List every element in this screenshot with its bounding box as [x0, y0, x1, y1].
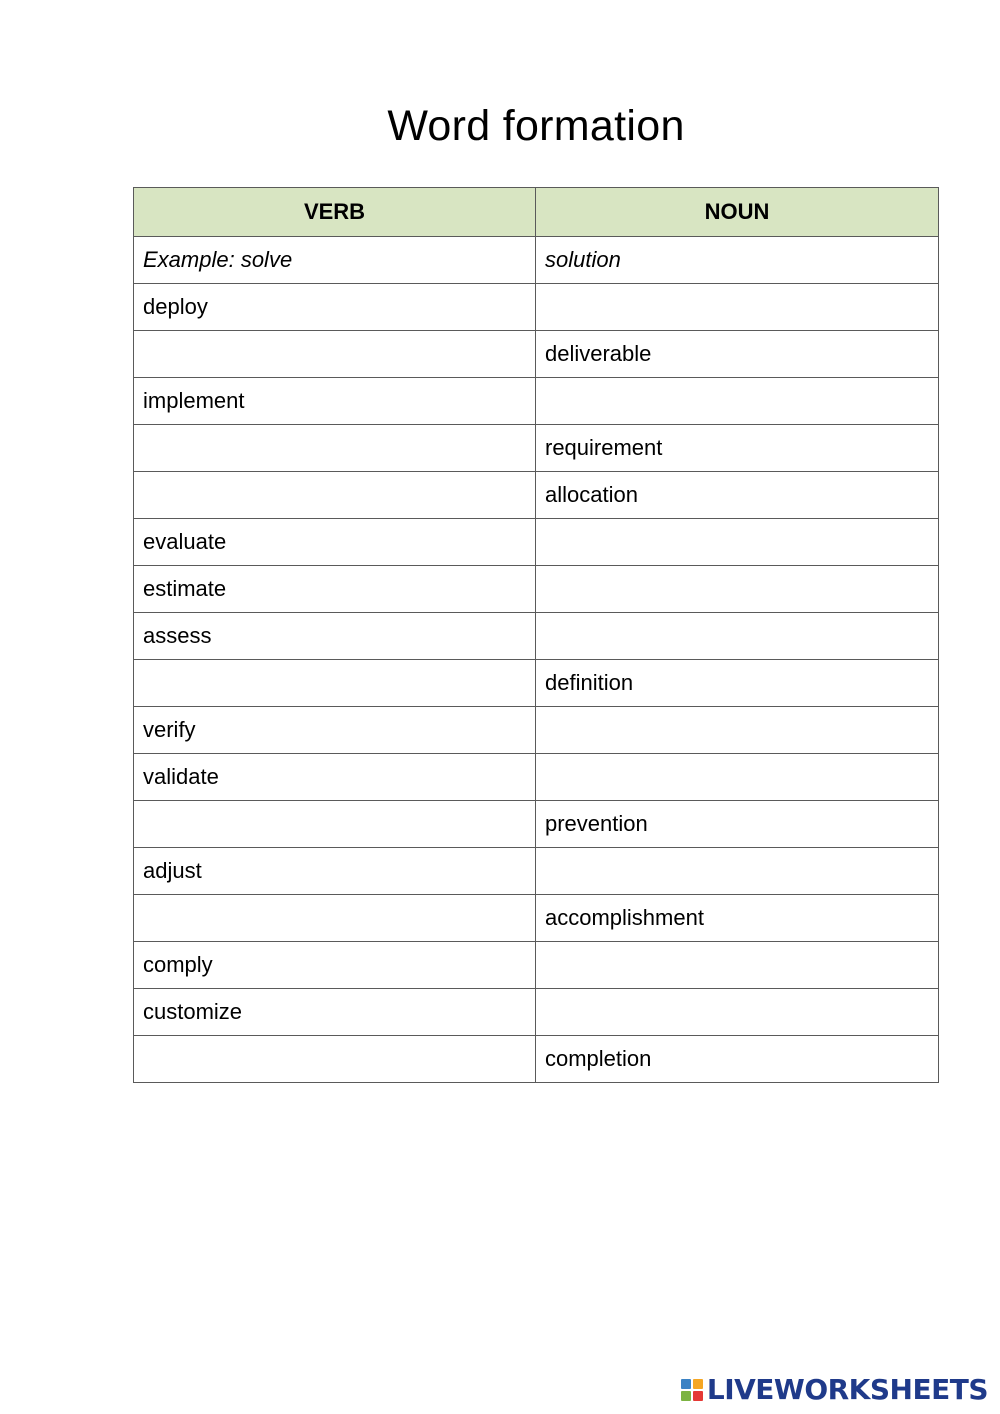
verb-cell: comply: [134, 942, 536, 989]
verb-answer-cell[interactable]: [134, 895, 536, 942]
table-row: [134, 754, 939, 801]
noun-answer-cell[interactable]: [536, 848, 939, 895]
page-title: Word formation: [387, 102, 685, 150]
verb-answer-cell[interactable]: [134, 660, 536, 707]
table-header-row: [134, 188, 939, 237]
verb-cell: implement: [134, 378, 536, 425]
example-verb: Example: solve: [134, 237, 536, 284]
table-row: [134, 566, 939, 613]
noun-cell: requirement: [536, 425, 939, 472]
table-row: [134, 472, 939, 519]
example-noun: solution: [536, 237, 939, 284]
noun-cell: accomplishment: [536, 895, 939, 942]
table-row: [134, 895, 939, 942]
table-row: [134, 425, 939, 472]
verb-answer-cell[interactable]: [134, 425, 536, 472]
table-row: [134, 707, 939, 754]
header-verb: VERB: [134, 188, 536, 237]
noun-cell: allocation: [536, 472, 939, 519]
logo-square-icon: [681, 1379, 691, 1389]
table-row: [134, 848, 939, 895]
header-noun: NOUN: [536, 188, 939, 237]
verb-answer-cell[interactable]: [134, 1036, 536, 1083]
noun-answer-cell[interactable]: [536, 989, 939, 1036]
table-row: [134, 613, 939, 660]
logo-square-icon: [693, 1379, 703, 1389]
verb-cell: estimate: [134, 566, 536, 613]
table-row: [134, 801, 939, 848]
logo-text: LIVEWORKSHEETS: [706, 1373, 988, 1406]
noun-answer-cell[interactable]: [536, 613, 939, 660]
table-row: [134, 1036, 939, 1083]
logo-square-icon: [681, 1391, 691, 1401]
table-row: [134, 519, 939, 566]
word-formation-table: [133, 187, 939, 1083]
logo-mark-icon: [681, 1379, 703, 1401]
table-row: [134, 378, 939, 425]
noun-cell: definition: [536, 660, 939, 707]
table-rows: [134, 284, 939, 1083]
table-row: [134, 942, 939, 989]
verb-cell: deploy: [134, 284, 536, 331]
noun-answer-cell[interactable]: [536, 378, 939, 425]
noun-answer-cell[interactable]: [536, 284, 939, 331]
table-row: [134, 989, 939, 1036]
logo-square-icon: [693, 1391, 703, 1401]
noun-answer-cell[interactable]: [536, 566, 939, 613]
verb-cell: evaluate: [134, 519, 536, 566]
table-row: [134, 331, 939, 378]
verb-cell: verify: [134, 707, 536, 754]
noun-answer-cell[interactable]: [536, 942, 939, 989]
verb-cell: customize: [134, 989, 536, 1036]
noun-cell: prevention: [536, 801, 939, 848]
table-row: [134, 284, 939, 331]
verb-cell: validate: [134, 754, 536, 801]
table-row: [134, 660, 939, 707]
noun-answer-cell[interactable]: [536, 754, 939, 801]
noun-answer-cell[interactable]: [536, 519, 939, 566]
verb-cell: adjust: [134, 848, 536, 895]
verb-answer-cell[interactable]: [134, 331, 536, 378]
noun-cell: deliverable: [536, 331, 939, 378]
verb-answer-cell[interactable]: [134, 801, 536, 848]
example-row: [134, 237, 939, 284]
noun-answer-cell[interactable]: [536, 707, 939, 754]
noun-cell: completion: [536, 1036, 939, 1083]
verb-answer-cell[interactable]: [134, 472, 536, 519]
verb-cell: assess: [134, 613, 536, 660]
liveworksheets-logo: [681, 1374, 988, 1406]
